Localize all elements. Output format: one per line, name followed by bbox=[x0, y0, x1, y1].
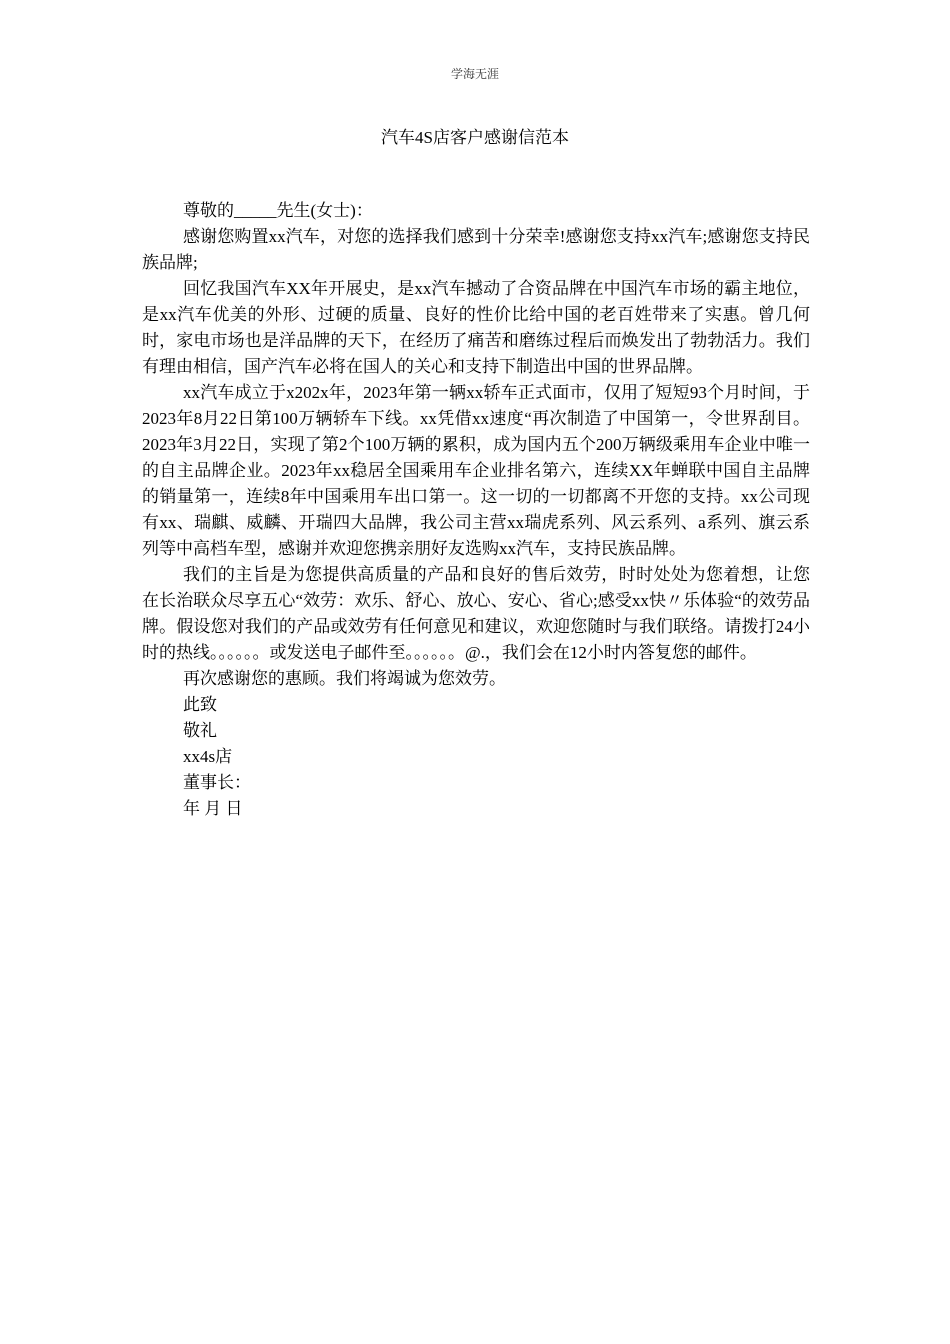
signature-company: xx4s店 bbox=[183, 747, 233, 766]
document-title: 汽车4S店客户感谢信范本 bbox=[381, 128, 569, 147]
paragraph-history: 回忆我国汽车XX年开展史，是xx汽车撼动了合资品牌在中国汽车市场的霸主地位，是xx汽车优美的外形、过硬的质量、良好的性价比给中国的老百姓带来了实惠。曾几何时，家电市场也是洋品牌的天下，在经历了痛苦和磨练过程后而焕发出了勃勃活力。我们有理由相信，国产汽车必将在国人的关心和支持下制造出中国的世界品牌。 bbox=[142, 279, 810, 376]
paragraph-company: xx汽车成立于x202x年，2023年第一辆xx轿车正式面市，仅用了短短93个月时间，于2023年8月22日第100万辆轿车下线。xx凭借xx速度“再次制造了中国第一，令世界刮目。2023年3月22日，实现了第2个100万辆的累积，成为国内五个200万辆级乘用车企业中唯一的自主品牌企业。2023年xx稳居全国乘用车企业排名第六，连续XX年蝉联中国自主品牌的销量第一，连续8年中国乘用车出口第一。这一切的一切都离不开您的支持。xx公司现有xx、瑞麒、威麟、开瑞四大品牌，我公司主营xx瑞虎系列、风云系列、a系列、旗云系列等中高档车型，感谢并欢迎您携亲朋好友选购xx汽车，支持民族品牌。 bbox=[142, 383, 810, 558]
signature-title: 董事长： bbox=[183, 773, 251, 792]
salutation: 尊敬的_____先生(女士)： bbox=[183, 201, 373, 220]
closing-line-1: 此致 bbox=[183, 695, 217, 714]
letter-body bbox=[142, 198, 810, 822]
closing-line-2: 敬礼 bbox=[183, 721, 217, 740]
paragraph-thanks: 感谢您购置xx汽车，对您的选择我们感到十分荣幸!感谢您支持xx汽车;感谢您支持民族品牌; bbox=[142, 227, 810, 272]
page-header: 学海无涯 bbox=[450, 67, 499, 81]
paragraph-closing-thanks: 再次感谢您的惠顾。我们将竭诚为您效劳。 bbox=[183, 669, 506, 688]
paragraph-service: 我们的主旨是为您提供高质量的产品和良好的售后效劳，时时处处为您着想，让您在长治联众尽享五心“效劳：欢乐、舒心、放心、安心、省心;感受xx快〃乐体验“的效劳品牌。假设您对我们的产品或效劳有任何意见和建议，欢迎您随时与我们联络。请拨打24小时的热线。。。。。。或发送电子邮件至。。。。。。@.，我们会在12小时内答复您的邮件。 bbox=[142, 565, 810, 662]
date-line: 年 月 日 bbox=[183, 799, 243, 818]
